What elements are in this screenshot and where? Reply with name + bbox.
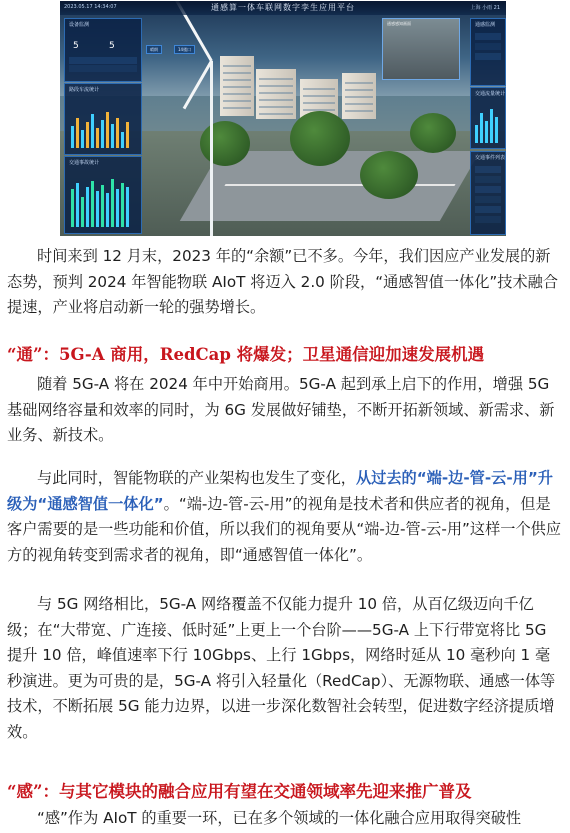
scene-building	[220, 56, 254, 116]
event-row[interactable]	[475, 206, 501, 213]
video-tag: 通感感知画面	[387, 21, 411, 26]
panel-traffic-flow	[470, 87, 506, 149]
scene-tree	[410, 113, 456, 153]
panel-title: 交通事件列表	[475, 155, 506, 161]
scene-wind-turbine	[210, 61, 213, 236]
panel-title: 设备监测	[69, 22, 90, 28]
panel-road-flow	[64, 83, 142, 155]
event-row[interactable]	[475, 196, 501, 203]
architecture-text-a: 与此同时，智能物联的产业架构也发生了变化，	[37, 469, 356, 487]
map-chip[interactable]: 14楼口	[174, 45, 195, 54]
scene-building	[342, 73, 376, 119]
scene-tree	[290, 111, 350, 166]
scene-lane-marking	[224, 184, 455, 186]
camera-video-feed[interactable]	[382, 18, 460, 80]
map-chip[interactable]: 晴朗	[146, 45, 162, 54]
dashboard-screenshot	[60, 1, 506, 236]
paragraph-intro	[7, 244, 563, 321]
event-row[interactable]	[475, 166, 501, 173]
heading-tong: “通”：5G-A 商用，RedCap 将爆发；卫星通信迎加速发展机遇	[7, 345, 485, 364]
device-stat-1: 5	[73, 41, 79, 51]
panel-title: 通感监测	[475, 22, 496, 28]
dashboard-title: 通感算一体车联网数字孪生应用平台	[211, 3, 355, 12]
paragraph-5ga-vs-5g	[7, 592, 563, 746]
sensing-row	[475, 43, 501, 50]
device-stat-2: 5	[109, 41, 115, 51]
dashboard-timestamp: 2023.05.17 14:34:07	[64, 4, 117, 10]
dashboard-header	[60, 1, 506, 15]
panel-event-list	[470, 151, 506, 235]
event-row[interactable]	[475, 176, 501, 183]
panel-accident-stats	[64, 156, 142, 234]
architecture-text-c: 。“端-边-管-云-用”的视角是技术者和供应者的视角，但是客户需要的是一些功能和价值，所以我们的视角要从“端-边-管-云-用”这样一个供应方的视角转变到需求者的视角，即“通感智值一体化”。	[7, 494, 562, 564]
paragraph-gan	[7, 806, 563, 832]
accident-bar-chart	[71, 177, 129, 227]
dashboard-weather: 上海 小雨 21	[470, 5, 500, 11]
architecture-highlight: 从过去的“端-边-管-云-用”升级为“通感智值一体化”	[7, 469, 553, 513]
paragraph-intro-text: 时间来到 12 月末，2023 年的“余额”已不多。今年，我们因应产业发展的新态势，预判 2024 年智能物联 AIoT 将迈入 2.0 阶段，“通感智值一体化”技术融合提速，产业将启动新一轮的强势增长。	[7, 247, 559, 317]
traffic-bar-chart	[475, 103, 498, 143]
flow-bar-chart	[71, 100, 129, 148]
paragraph-architecture	[7, 466, 563, 568]
scene-building	[256, 69, 296, 119]
event-row[interactable]	[475, 216, 501, 223]
scene-tree	[360, 151, 418, 199]
device-row	[69, 65, 137, 72]
device-row	[69, 57, 137, 64]
paragraph-5ga-commercial	[7, 372, 563, 449]
sensing-row	[475, 33, 501, 40]
event-row[interactable]	[475, 186, 501, 193]
paragraph-gan-text: “感”作为 AIoT 的重要一环，已在多个领域的一体化融合应用取得突破性	[37, 809, 522, 827]
panel-title: 路段车流统计	[69, 87, 100, 93]
scene-tree	[200, 121, 250, 166]
paragraph-5ga-vs-5g-text: 与 5G 网络相比，5G-A 网络覆盖不仅能力提升 10 倍，从百亿级迈向千亿级；在“大带宽、广连接、低时延”上更上一个台阶——5G-A 上下行带宽将比 5G 提升 10 倍，峰值速率下行 10Gbps、上行 1Gbps，网络时延从 10 毫秒向 1 毫秒演进。更为可贵的是，5G-A 将引入轻量化（RedCap）、无源物联、通感一体等技术，不断拓展 5G 能力边界，以进一步深化数智社会转型，促进数字经济提质增效。	[7, 595, 556, 741]
paragraph-5ga-text: 随着 5G-A 将在 2024 年中开始商用。5G-A 起到承上启下的作用，增强 5G 基础网络容量和效率的同时，为 6G 发展做好铺垫，不断开拓新领域、新需求、新业务、新技术。	[7, 375, 555, 445]
panel-title: 交通事故统计	[69, 160, 100, 166]
panel-title: 交通流量统计	[475, 91, 506, 97]
heading-gan: “感”：与其它模块的融合应用有望在交通领域率先迎来推广普及	[7, 782, 472, 801]
panel-sensing-monitor	[470, 18, 506, 86]
panel-device-monitor	[64, 18, 142, 82]
sensing-row	[475, 53, 501, 60]
